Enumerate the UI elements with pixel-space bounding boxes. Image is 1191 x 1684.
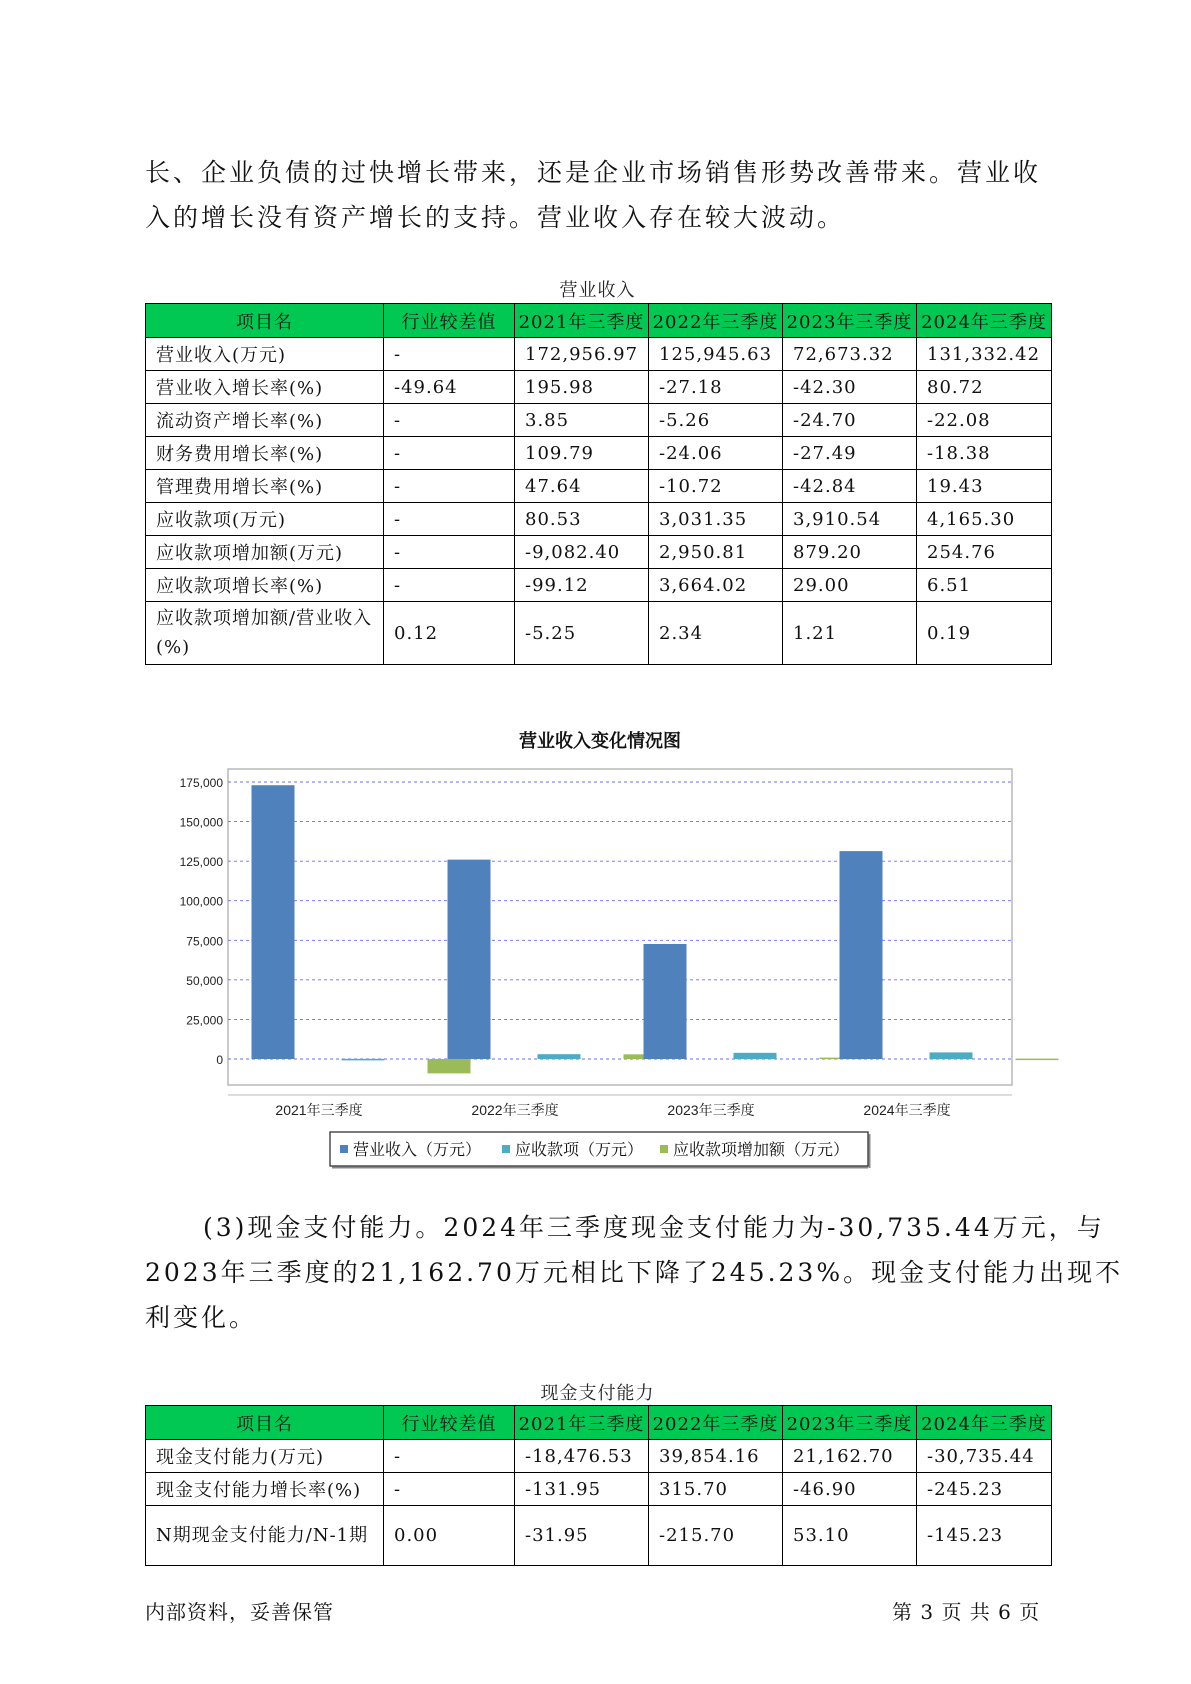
x-tick-label: 2024年三季度 [863, 1102, 951, 1118]
x-tick-label: 2022年三季度 [471, 1102, 559, 1118]
cash-line-1: (3)现金支付能力。2024年三季度现金支付能力为-30,735.44万元，与 [203, 1213, 1105, 1242]
table-cell: 254.76 [917, 536, 1052, 569]
table-cell: -5.26 [649, 404, 783, 437]
legend-label: 应收款项（万元） [515, 1142, 644, 1159]
table-cell: 1.21 [783, 602, 917, 665]
table-cell: -49.64 [384, 371, 515, 404]
bar [342, 1059, 385, 1061]
table-cell: -5.25 [515, 602, 649, 665]
table-cell: - [384, 503, 515, 536]
table-cell: -27.49 [783, 437, 917, 470]
row-label: N期现金支付能力/N-1期 [146, 1506, 384, 1566]
table-cell: 0.19 [917, 602, 1052, 665]
table-cell: 21,162.70 [783, 1440, 917, 1473]
y-tick-label: 100,000 [179, 894, 223, 909]
column-header: 项目名 [146, 1406, 384, 1440]
table-cell: -24.70 [783, 404, 917, 437]
y-tick-label: 25,000 [186, 1013, 223, 1028]
table-cell: 80.53 [515, 503, 649, 536]
cash-table [145, 1405, 1052, 1566]
table-cell: -10.72 [649, 470, 783, 503]
row-label: 应收款项(万元) [146, 503, 384, 536]
table-cell: -9,082.40 [515, 536, 649, 569]
table-cell: -22.08 [917, 404, 1052, 437]
column-header: 2022年三季度 [649, 1406, 783, 1440]
legend-swatch [340, 1145, 348, 1153]
table-cell: - [384, 338, 515, 371]
table-cell: - [384, 404, 515, 437]
table-cell: -31.95 [515, 1506, 649, 1566]
x-tick-label: 2023年三季度 [667, 1102, 755, 1118]
row-label: 现金支付能力增长率(%) [146, 1473, 384, 1506]
plot-area [228, 769, 1012, 1085]
table-cell: - [384, 1440, 515, 1473]
row-label: 现金支付能力(万元) [146, 1440, 384, 1473]
y-tick-label: 175,000 [179, 776, 223, 790]
bar [252, 785, 295, 1059]
legend-label: 应收款项增加额（万元） [673, 1142, 850, 1159]
table1-caption: 营业收入 [559, 280, 636, 301]
bar [428, 1059, 471, 1073]
table-cell: -18,476.53 [515, 1440, 649, 1473]
table-cell: 879.20 [783, 536, 917, 569]
y-tick-label: 125,000 [179, 855, 223, 870]
column-header: 2022年三季度 [649, 304, 783, 338]
row-label: 应收款项增加额(万元) [146, 536, 384, 569]
column-header: 2024年三季度 [917, 1406, 1052, 1440]
table-cell: - [384, 569, 515, 602]
intro-line-1: 长、企业负债的过快增长带来，还是企业市场销售形势改善带来。营业收 [145, 158, 1042, 187]
bar [644, 944, 687, 1059]
table-cell: 19.43 [917, 470, 1052, 503]
y-tick-label: 75,000 [186, 934, 223, 949]
table-cell: 109.79 [515, 437, 649, 470]
table-cell: 3,664.02 [649, 569, 783, 602]
row-label: 应收款项增长率(%) [146, 569, 384, 602]
row-label: 营业收入(万元) [146, 338, 384, 371]
table-cell: -46.90 [783, 1473, 917, 1506]
table-cell: 72,673.32 [783, 338, 917, 371]
table-cell: -131.95 [515, 1473, 649, 1506]
row-label: 营业收入增长率(%) [146, 371, 384, 404]
table-cell: - [384, 470, 515, 503]
legend-swatch [660, 1145, 668, 1153]
table-cell: 39,854.16 [649, 1440, 783, 1473]
table-cell: -245.23 [917, 1473, 1052, 1506]
table-cell: 2.34 [649, 602, 783, 665]
bar [538, 1054, 581, 1059]
table-cell: 125,945.63 [649, 338, 783, 371]
table-cell: -215.70 [649, 1506, 783, 1566]
column-header: 行业较差值 [384, 304, 515, 338]
table-cell: 53.10 [783, 1506, 917, 1566]
table-cell: 172,956.97 [515, 338, 649, 371]
table2-caption: 现金支付能力 [540, 1383, 655, 1404]
row-label: 应收款项增加额/营业收入(%) [146, 602, 384, 665]
table-cell: 47.64 [515, 470, 649, 503]
cash-line-2: 2023年三季度的21,162.70万元相比下降了245.23%。现金支付能力出现不 [145, 1258, 1124, 1287]
table-row [146, 1440, 1052, 1473]
y-tick-label: 150,000 [179, 815, 223, 830]
table-cell: 195.98 [515, 371, 649, 404]
row-label: 财务费用增长率(%) [146, 437, 384, 470]
table-cell: 0.00 [384, 1506, 515, 1566]
table-cell: 3,031.35 [649, 503, 783, 536]
legend-label: 营业收入（万元） [353, 1142, 482, 1159]
intro-line-2: 入的增长没有资产增长的支持。营业收入存在较大波动。 [145, 203, 846, 232]
table-cell: 315.70 [649, 1473, 783, 1506]
bar [840, 851, 883, 1059]
y-tick-label: 0 [216, 1053, 223, 1067]
table-cell: - [384, 437, 515, 470]
bar [930, 1052, 973, 1059]
table-cell: 3.85 [515, 404, 649, 437]
footer-left: 内部资料，妥善保管 [145, 1600, 334, 1624]
cash-paragraph [145, 1205, 1124, 1340]
legend-swatch [502, 1145, 510, 1153]
footer-page-number: 第 3 页 共 6 页 [892, 1600, 1041, 1624]
table-cell: - [384, 1473, 515, 1506]
column-header: 行业较差值 [384, 1406, 515, 1440]
table-cell: -30,735.44 [917, 1440, 1052, 1473]
row-label: 管理费用增长率(%) [146, 470, 384, 503]
chart-title: 营业收入变化情况图 [519, 731, 681, 751]
table-row [146, 1473, 1052, 1506]
table-cell: -27.18 [649, 371, 783, 404]
x-tick-label: 2021年三季度 [275, 1102, 363, 1118]
row-label: 流动资产增长率(%) [146, 404, 384, 437]
table-cell: 131,332.42 [917, 338, 1052, 371]
table-cell: - [384, 536, 515, 569]
table-cell: 4,165.30 [917, 503, 1052, 536]
table-cell: -18.38 [917, 437, 1052, 470]
table-cell: 2,950.81 [649, 536, 783, 569]
column-header: 项目名 [146, 304, 384, 338]
table-cell: 0.12 [384, 602, 515, 665]
y-tick-label: 50,000 [186, 973, 223, 988]
bar [734, 1053, 777, 1059]
table-cell: -99.12 [515, 569, 649, 602]
table-cell: -24.06 [649, 437, 783, 470]
table-cell: 80.72 [917, 371, 1052, 404]
bar [448, 860, 491, 1059]
table-row [146, 1506, 1052, 1566]
column-header: 2024年三季度 [917, 304, 1052, 338]
table-cell: 3,910.54 [783, 503, 917, 536]
column-header: 2021年三季度 [515, 1406, 649, 1440]
table-header-row [146, 1406, 1052, 1440]
table-cell: 6.51 [917, 569, 1052, 602]
table-cell: -42.84 [783, 470, 917, 503]
table-cell: -42.30 [783, 371, 917, 404]
column-header: 2023年三季度 [783, 304, 917, 338]
column-header: 2021年三季度 [515, 304, 649, 338]
cash-line-3: 利变化。 [145, 1303, 258, 1332]
column-header: 2023年三季度 [783, 1406, 917, 1440]
table-cell: 29.00 [783, 569, 917, 602]
table-cell: -145.23 [917, 1506, 1052, 1566]
bar [1016, 1059, 1059, 1061]
